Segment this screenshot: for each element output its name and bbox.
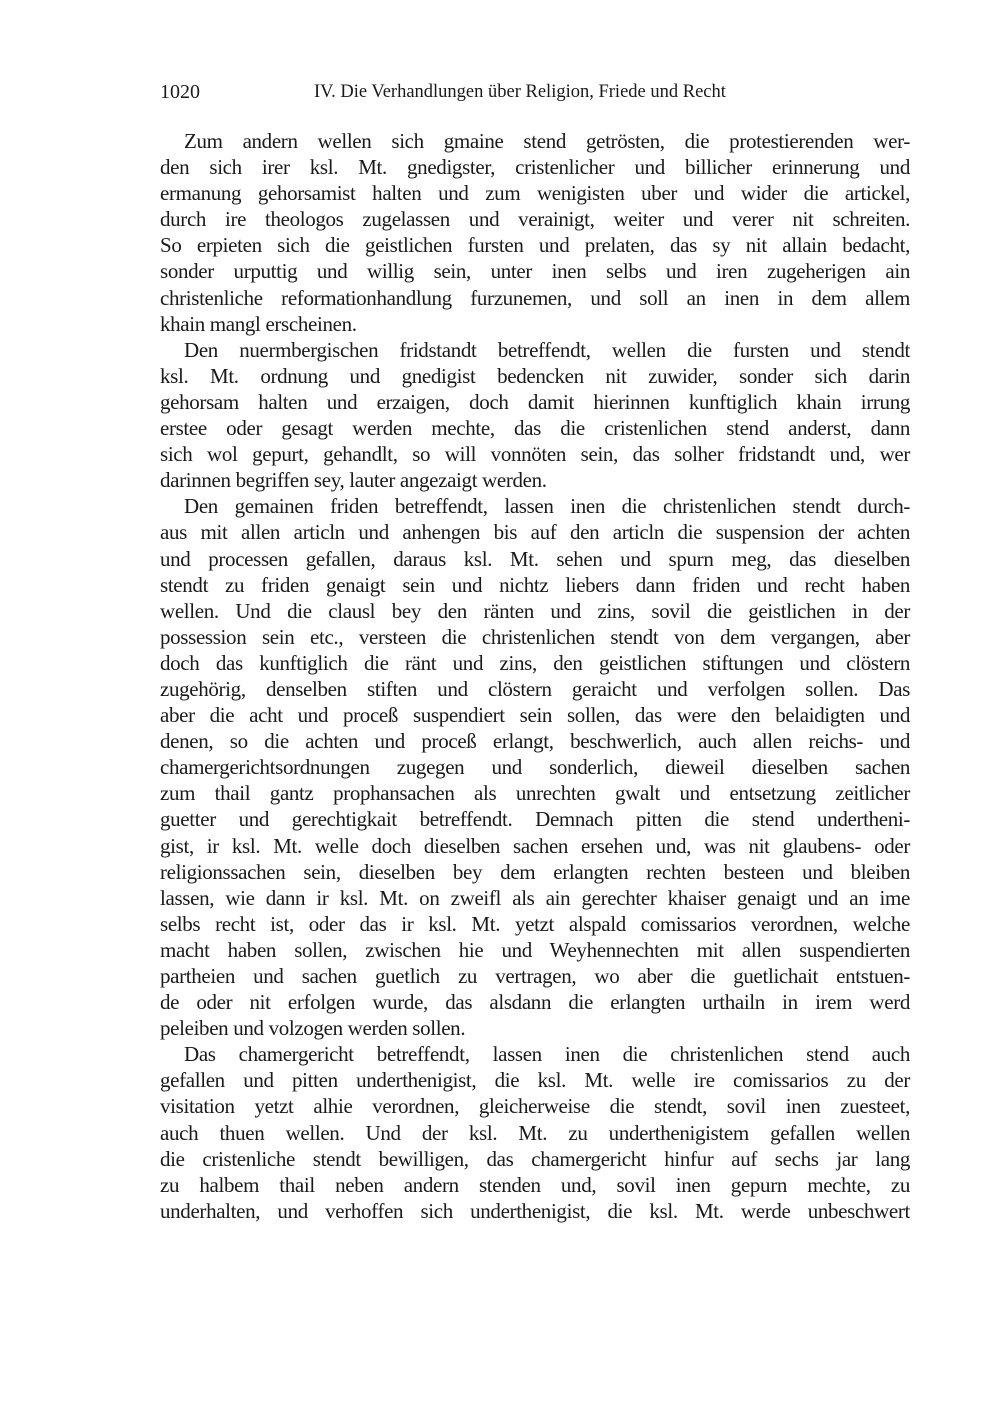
text-line: possession sein etc., versteen die christenlichen stendt von dem vergangen, aber xyxy=(160,624,910,649)
text-line: de oder nit erfolgen wurde, das alsdann die erlangten urthailn in irem werd xyxy=(160,990,910,1015)
paragraph xyxy=(160,337,910,494)
text-line: ermanung gehorsamist halten und zum wenigisten uber und wider die artickel, xyxy=(160,181,910,206)
text-line: macht haben sollen, zwischen hie und Weyhennechten mit allen suspendierten xyxy=(160,937,910,962)
page-header xyxy=(160,79,910,105)
running-title: IV. Die Verhandlungen über Religion, Friede und Recht xyxy=(314,82,726,102)
text-line: partheien und sachen guetlich zu vertragen, wo aber die guetlichait entstuen- xyxy=(160,964,910,988)
text-line: peleiben und volzogen werden sollen. xyxy=(160,1016,466,1041)
text-line: die cristenliche stendt bewilligen, das chamergericht hinfur auf sechs jar lang xyxy=(160,1146,910,1171)
text-line: stendt zu friden genaigt sein und nichtz liebers dann friden und recht haben xyxy=(160,572,910,597)
text-line: doch das kunftiglich die ränt und zins, den geistlichen stiftungen und clöstern xyxy=(160,650,910,675)
text-line: sonder urputtig und willig sein, unter inen selbs und iren zugeherigen ain xyxy=(160,259,910,284)
text-line: zu halbem thail neben andern stenden und, sovil inen gepurn mechte, zu xyxy=(160,1172,910,1197)
text-line: ksl. Mt. ordnung und gnedigist bedencken nit zuwider, sonder sich darin xyxy=(160,363,910,388)
text-line: darinnen begriffen sey, lauter angezaigt werden. xyxy=(160,468,547,493)
text-line: visitation yetzt alhie verordnen, gleicherweise die stendt, sovil inen zuesteet, xyxy=(160,1094,910,1119)
text-line: wellen. Und die clausl bey den ränten und zins, sovil die geistlichen in der xyxy=(160,598,910,623)
text-line: auch thuen wellen. Und der ksl. Mt. zu underthenigistem gefallen wellen xyxy=(160,1120,910,1145)
text-line: underhalten, und verhoffen sich underthenigist, die ksl. Mt. werde unbeschwert xyxy=(160,1198,910,1223)
text-line: denen, so die achten und proceß erlangt, beschwerlich, auch allen reichs- und xyxy=(160,729,910,754)
text-line: gefallen und pitten underthenigist, die ksl. Mt. welle ire comissarios zu der xyxy=(160,1068,910,1093)
text-line: christenliche reformationhandlung furzunemen, und soll an inen in dem allem xyxy=(160,285,910,310)
paragraph xyxy=(160,493,910,1041)
page-number: 1020 xyxy=(160,81,200,103)
text-line: aus mit allen articln und anhengen bis auf den articln die suspension der achten xyxy=(160,520,910,545)
text-line: Den gemainen friden betreffendt, lassen inen die christenlichen stendt durch- xyxy=(184,494,910,519)
text-line: guetter und gerechtigkait betreffendt. Demnach pitten die stend underthenі- xyxy=(160,807,910,832)
text-line: den sich irer ksl. Mt. gnedigster, cristenlicher und billicher erinnerung und xyxy=(160,155,910,180)
text-line: aber die acht und proceß suspendiert sein sollen, das were den belaidigten und xyxy=(160,703,910,728)
text-line: Den nuermbergischen fridstandt betreffendt, wellen die fursten und stendt xyxy=(184,337,910,362)
text-line: durch ire theologos zugelassen und verainigt, weiter und verer nit schreiten. xyxy=(160,207,910,232)
text-line: selbs recht ist, oder das ir ksl. Mt. yetzt alspald comissarios verordnen, welche xyxy=(160,911,910,936)
text-line: religionssachen sein, dieselben bey dem erlangten rechten besteen und bleiben xyxy=(160,859,910,884)
text-line: gist, ir ksl. Mt. welle doch dieselben sachen ersehen und, was nit glaubens- oder xyxy=(160,833,910,858)
text-line: So erpieten sich die geistlichen fursten und prelaten, das sy nit allain bedacht, xyxy=(160,233,910,258)
text-line: sich wol gepurt, gehandlt, so will vonnöten sein, das solher fridstandt und, wer xyxy=(160,442,910,467)
body-text xyxy=(160,128,910,1224)
text-line: chamergerichtsordnungen zugegen und sonderlich, dieweil dieselben sachen xyxy=(160,755,910,780)
text-line: Das chamergericht betreffendt, lassen inen die christenlichen stend auch xyxy=(184,1042,910,1067)
text-line: lassen, wie dann ir ksl. Mt. on zweifl als ain gerechter khaiser genaigt und an ime xyxy=(160,885,910,910)
text-line: Zum andern wellen sich gmaine stend getrösten, die protestierenden wer- xyxy=(184,129,910,153)
text-line: khain mangl erscheinen. xyxy=(160,311,357,336)
text-line: zum thail gantz prophansachen als unrechten gwalt und entsetzung zeitlicher xyxy=(160,781,910,806)
text-line: erstee oder gesagt werden mechte, das die cristenlichen stend anderst, dann xyxy=(160,416,910,441)
paragraph xyxy=(160,128,910,337)
text-line: und processen gefallen, daraus ksl. Mt. sehen und spurn meg, das dieselben xyxy=(160,546,910,571)
text-line: gehorsam halten und erzaigen, doch damit hierinnen kunftiglich khain irrung xyxy=(160,389,910,414)
paragraph xyxy=(160,1041,910,1224)
text-line: zugehörig, denselben stiften und clöstern geraicht und verfolgen sollen. Das xyxy=(160,676,910,701)
